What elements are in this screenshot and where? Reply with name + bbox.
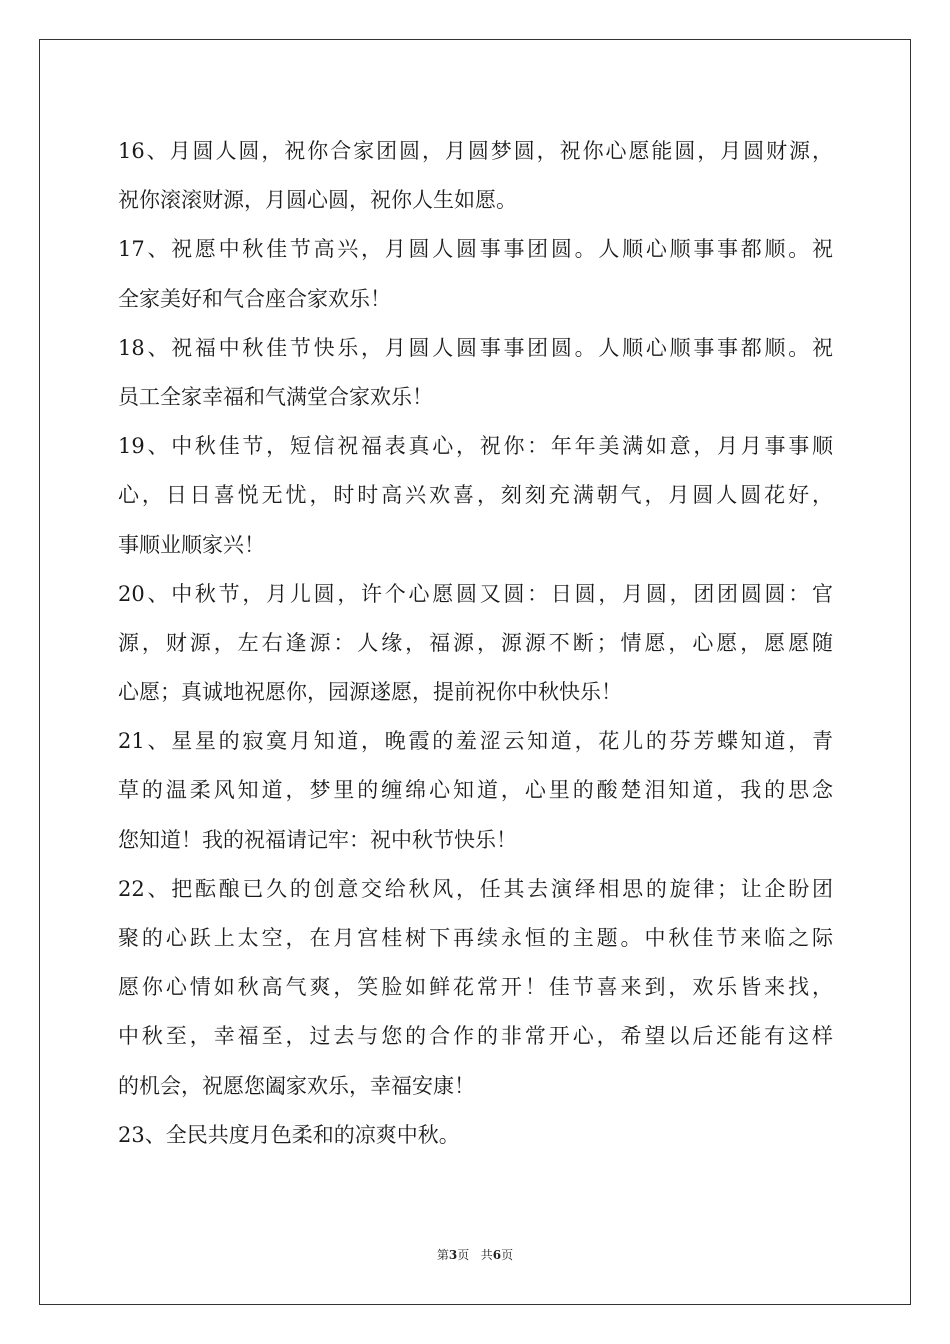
text-line: 祝你滚滚财源，月圆心圆，祝你人生如愿。 <box>118 188 517 213</box>
text-line: 您知道！我的祝福请记牢：祝中秋节快乐！ <box>118 827 517 852</box>
text-line: 19、中秋佳节，短信祝福表真心，祝你：年年美满如意，月月事事顺 <box>118 434 833 459</box>
page-current: 3 <box>448 1248 458 1262</box>
page-footer <box>0 1246 950 1263</box>
text-line: 16、月圆人圆，祝你合家团圆，月圆梦圆，祝你心愿能圆，月圆财源， <box>118 139 833 163</box>
text-line: 22、把酝酿已久的创意交给秋风，任其去演绎相思的旋律；让企盼团 <box>118 876 833 901</box>
text-line: 心，日日喜悦无忧，时时高兴欢喜，刻刻充满朝气，月圆人圆花好， <box>118 483 833 508</box>
text-line: 20、中秋节，月儿圆，许个心愿圆又圆：日圆，月圆，团团圆圆：官 <box>118 581 833 606</box>
total-prefix: 共 <box>480 1248 493 1262</box>
paragraph-23 <box>118 1111 833 1160</box>
text-line: 愿你心情如秋高气爽，笑脸如鲜花常开！佳节喜来到，欢乐皆来找， <box>118 975 833 1000</box>
paragraph-20 <box>118 570 833 718</box>
total-suffix: 页 <box>501 1248 514 1262</box>
page-suffix: 页 <box>457 1248 470 1262</box>
paragraph-18 <box>118 324 833 422</box>
paragraph-17 <box>118 225 833 323</box>
paragraph-22 <box>118 865 833 1111</box>
paragraph-21 <box>118 717 833 865</box>
text-line: 21、星星的寂寞月知道，晚霞的羞涩云知道，花儿的芬芳蝶知道，青 <box>118 729 833 754</box>
text-line: 23、全民共度月色柔和的凉爽中秋。 <box>118 1122 460 1147</box>
text-line: 心愿；真诚地祝愿你，园源遂愿，提前祝你中秋快乐！ <box>118 680 622 705</box>
text-line: 全家美好和气合座合家欢乐！ <box>118 286 391 311</box>
text-line: 员工全家幸福和气满堂合家欢乐！ <box>118 384 433 409</box>
paragraph-19 <box>118 422 833 570</box>
text-line: 18、祝福中秋佳节快乐，月圆人圆事事团圆。人顺心顺事事都顺。祝 <box>118 335 833 360</box>
document-body <box>118 127 833 1160</box>
text-line: 的机会，祝愿您阖家欢乐，幸福安康！ <box>118 1073 475 1098</box>
text-line: 17、祝愿中秋佳节高兴，月圆人圆事事团圆。人顺心顺事事都顺。祝 <box>118 237 833 262</box>
paragraph-16 <box>118 127 833 225</box>
text-line: 事顺业顺家兴！ <box>118 532 265 557</box>
text-line: 草的温柔风知道，梦里的缠绵心知道，心里的酸楚泪知道，我的思念 <box>118 778 833 803</box>
page-total: 6 <box>492 1248 502 1262</box>
page-prefix: 第 <box>436 1248 449 1262</box>
text-line: 源，财源，左右逢源：人缘，福源，源源不断；情愿，心愿，愿愿随 <box>118 630 833 655</box>
text-line: 聚的心跃上太空，在月宫桂树下再续永恒的主题。中秋佳节来临之际 <box>118 926 833 950</box>
text-line: 中秋至，幸福至，过去与您的合作的非常开心，希望以后还能有这样 <box>118 1024 833 1049</box>
